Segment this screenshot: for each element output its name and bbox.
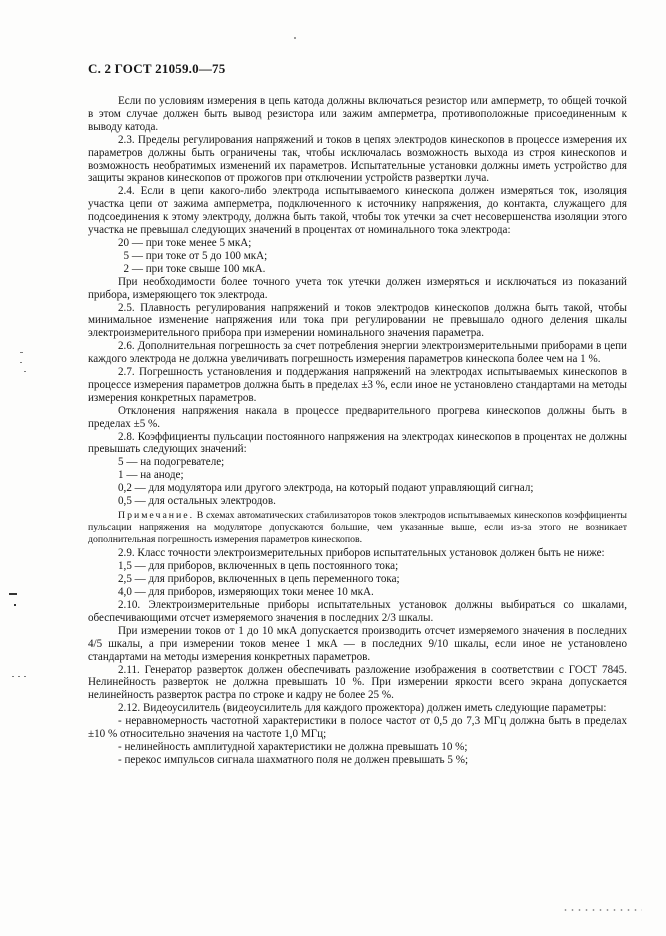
paragraph: 2.9. Класс точности электроизмерительных приборов испытательных установок должен быть не ниже: <box>118 547 605 560</box>
paragraph: Отклонения напряжения накала в процессе предварительного прогрева кинескопов должны быть в пределах ±5 %. <box>88 404 627 430</box>
paragraph: При необходимости более точного учета ток утечки должен измеряться и исключаться из показаний прибора, измеряющего ток электрода. <box>88 275 627 301</box>
paragraph: При измерении токов от 1 до 10 мкА допускается производить отсчет измеряемого значения в последних 4/5 шкалы, а при измерении токов менее 1 мкА — в последних 9/10 шкалы, если иное не установлено стандартами на методы измерения конкретных параметров. <box>88 624 627 663</box>
margin-mark <box>12 676 14 677</box>
margin-mark <box>18 676 20 677</box>
margin-mark <box>24 676 26 677</box>
list-item: 1 — на аноде; <box>118 469 184 482</box>
list-item: 0,5 — для остальных электродов. <box>118 495 276 508</box>
paragraph: 2.6. Дополнительная погрешность за счет потребления энергии электроизмерительными приборами в цепи каждого электрода не должна увеличивать погрешность измерения параметров кинескопа более чем на 1 %. <box>88 340 627 366</box>
paragraph: Если по условиям измерения в цепь катода должны включаться резистор или амперметр, то общей точкой в этом случае должен быть вывод резистора или зажим амперметра, противоположные присоединенным к выводу катода. <box>88 95 627 133</box>
paragraph: 2.3. Пределы регулирования напряжений и токов в цепях электродов кинескопов в процессе измерения их параметров должны быть ограничены так, чтобы исключалась возможность выхода из строя кинескопов и возможность необратимых изменений их параметров. Испытательные установки должны иметь устройство для защиты экранов кинескопов от прожогов при отключении устройств развертки луча. <box>88 133 627 185</box>
list-item: 4,0 — для приборов, измеряющих токи менее 10 мкА. <box>118 586 374 599</box>
note-paragraph <box>88 510 627 545</box>
list-item: 2,5 — для приборов, включенных в цепь переменного тока; <box>118 573 400 586</box>
note-text: В схемах автоматических стабилизаторов токов электродов испытываемых кинескопов коэффициенты пульсации напряжения на модуляторе допускаются большие, чем указанные выше, если из-за этого не возникает дополнительная погрешность измерения параметров кинескопов. <box>88 510 627 545</box>
list-item: 1,5 — для приборов, включенных в цепь постоянного тока; <box>118 560 399 573</box>
paragraph: 2.5. Плавность регулирования напряжений и токов электродов кинескопов должна быть такой, чтобы минимальное изменение напряжения или тока при регулировании не превышало одного деления шкалы электроизмерительного прибора при измерении номинального значения параметра. <box>88 301 627 340</box>
paragraph: 2.10. Электроизмерительные приборы испытательных установок должны выбираться со шкалами, обеспечивающими отсчет измеряемого значения в последних 2/3 шкалы. <box>88 599 627 624</box>
paragraph: - перекос импульсов сигнала шахматного поля не должен превышать 5 %; <box>118 753 469 766</box>
margin-mark <box>14 604 16 606</box>
scan-speck <box>294 37 296 39</box>
paragraph: 2.4. Если в цепи какого-либо электрода испытываемого кинескопа должен измеряться ток, изоляция участка цепи от зажима амперметра, подключенного к источнику напряжения, до контакта, служащего для подсоединения к этому электроду, должна быть такой, чтобы ток утечки за счет несовершенства изоляции этого участка не превышал следующих значений в процентах от номинального тока электрода: <box>88 185 627 237</box>
document-body <box>88 95 627 767</box>
margin-mark <box>24 371 26 372</box>
note-label: Примечание. <box>118 510 195 521</box>
list-item: 20 — при токе менее 5 мкА; <box>118 236 252 249</box>
paragraph: 2.12. Видеоусилитель (видеоусилитель для каждого прожектора) должен иметь следующие параметры: <box>118 702 607 715</box>
paragraph: - нелинейность амплитудной характеристики не должна превышать 10 %; <box>118 740 468 753</box>
paragraph: 2.8. Коэффициенты пульсации постоянного напряжения на электродах кинескопов в процентах не должны превышать следующих значений: <box>88 430 627 456</box>
paragraph: 2.7. Погрешность установления и поддержания напряжений на электродах испытываемых кинескопов в процессе измерения параметров должна быть в пределах ±3 %, если иное не установлено стандартами на методы измерения конкретных параметров. <box>88 366 627 404</box>
margin-mark <box>20 362 22 363</box>
list-item: 5 — на подогревателе; <box>118 456 225 469</box>
list-item: 2 — при токе свыше 100 мкА. <box>118 262 266 275</box>
margin-mark <box>9 593 17 595</box>
margin-mark <box>20 352 23 353</box>
page-header: С. 2 ГОСТ 21059.0—75 <box>88 61 226 76</box>
paragraph: 2.11. Генератор разверток должен обеспечивать разложение изображения в соответствии с ГОСТ 7845. Нелинейность разверток не должна превышать 10 %. При измерении яркости всего экрана допускается нелинейность разверток растра по строке и кадру не более 25 %. <box>88 663 627 702</box>
list-item: 0,2 — для модулятора или другого электрода, на который подают управляющий сигнал; <box>118 482 534 495</box>
footer-dots <box>562 909 642 911</box>
paragraph: - неравномерность частотной характеристики в полосе частот от 0,5 до 7,3 МГц должна быть в пределах ±10 % относительно значения на частоте 1,0 МГц; <box>88 715 627 741</box>
list-item: 5 — при токе от 5 до 100 мкА; <box>118 249 268 262</box>
